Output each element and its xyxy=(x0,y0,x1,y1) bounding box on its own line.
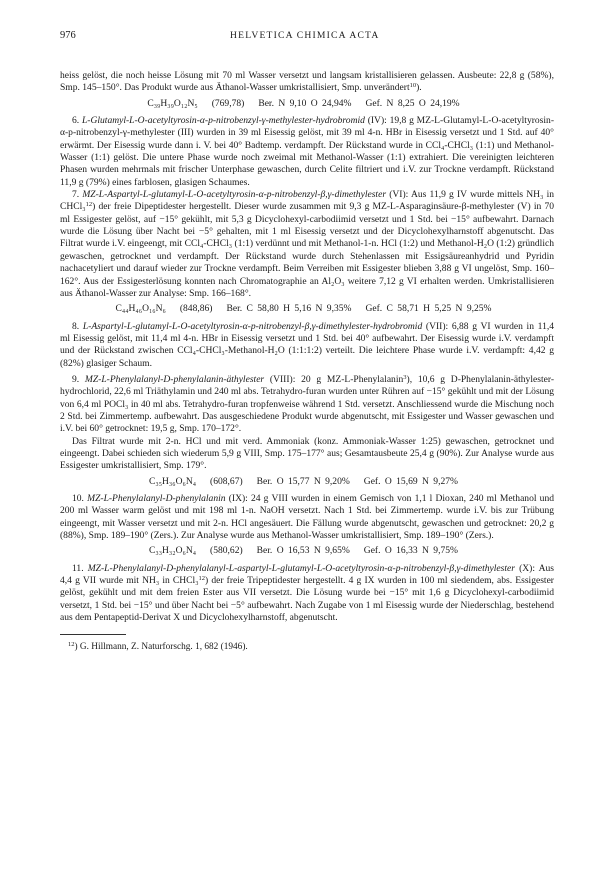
page-number: 976 xyxy=(60,30,76,41)
footnote-divider xyxy=(60,634,126,635)
analysis-1: C₃₉H₃₉O₁₂N₅ (769,78) Ber. N 9,10 O 24,94% Gef. N 8,25 O 24,19% xyxy=(147,97,460,109)
analysis-3: C₃₅H₃₆O₆N₄ (608,67) Ber. O 15,77 N 9,20% Gef. O 15,69 N 9,27% xyxy=(149,475,458,487)
footnote: $^{12}$) G. Hillmann, Z. Naturforschg. 1, 682 (1946). xyxy=(68,641,248,653)
paragraph-intro: heiss gelöst, die noch heisse Lösung mit 70 ml Wasser versetzt und langsam kristallisieren gelassen. Ausbeute: 22,8 g (58%), Smp. 145–150°. Das Produkt wurde aus Äthanol-Wasser umkristallisiert, Smp. unverändert$^{10}$). xyxy=(60,70,554,94)
journal-title: HELVETICA CHIMICA ACTA xyxy=(230,30,380,41)
body-text xyxy=(60,70,554,624)
section-11: 11. MZ-L-Phenylalanyl-D-phenylalanyl-L-aspartyl-L-glutamyl-L-O-acetyltyrosin-α-p-nitrobenzyl-β,γ-dimethylester (X): Aus 4,4 g VII wurde mit NH₃ in CHCl₃$^{12}$) der freie Tripeptidester hergestellt. 4 g IX wurden in 100 ml siedendem, abs. Essigester gelöst, gekühlt und mit dem freien Ester aus VII versetzt. Die Lösung wurde bei −15° mit 1,6 g Dicyclohexyl-carbodiimid versetzt, 1 Std. bei −15° und über Nacht bei −5° aufbewahrt. Nach Zugabe von 1 ml Eisessig wurde der Niederschlag, bestehend aus dem Pentapeptid-Derivat X und Dicyclohexylharnstoff, abgenutscht. xyxy=(60,562,554,624)
analysis-4: C₃₃H₃₂O₆N₄ (580,62) Ber. O 16,53 N 9,65% Gef. O 16,33 N 9,75% xyxy=(149,545,458,557)
section-6: 6. L-Glutamyl-L-O-acetyltyrosin-α-p-nitrobenzyl-γ-methylester-hydrobromid (IV): 19,8 g MZ-L-Glutamyl-L-O-acetyltyrosin-α-p-nitrobenzyl-γ-methylester (III) wurden in 39 ml Eisessig gelöst, mit 39 ml 4-n. HBr in Eisessig versetzt und 1 Std. auf 40° erwärmt. Der Eisessig wurde dann i. V. bei 40° Badtemp. verdampft. Der Rückstand wurde in CCl₄-CHCl₃ (1:1) und Methanol-Wasser (1:1) gelöst. Die untere Phase wurde noch zweimal mit Methanol-Wasser (1:1) extrahiert. Die vereinigten leichteren Phasen wurden mehrmals mit frischer Unterphase gewaschen, durch Celite filtriert und i.V. zur Trockne verdampft. Rückstand 11,9 g (79%) eines farblosen, glasigen Schaumes. xyxy=(60,115,555,188)
analysis-2: C₄₄H₄₆O₁₆N₆ (848,86) Ber. C 58,80 H 5,16 N 9,35% Gef. C 58,71 H 5,25 N 9,25% xyxy=(115,303,492,315)
page xyxy=(60,30,554,653)
section-8: 8. L-Aspartyl-L-glutamyl-L-O-acetyltyrosin-α-p-nitrobenzyl-β,γ-dimethylester-hydrobromid (VII): 6,88 g VI wurden in 11,4 ml Eisessig gelöst, mit 11,4 ml 4-n. HBr in Eisessig versetzt und 1 Std. bei 40° aufbewahrt. Der Eisessig wurde i.V. verdampft und der Rückstand zwischen CCl₄-CHCl₃-Methanol-H₂O (1:1:1:2) verteilt. Die leichtere Phase wurde i.V. verdampft: 4,42 g (82%) glasiger Schaum. xyxy=(60,320,555,369)
section-10: 10. MZ-L-Phenylalanyl-D-phenylalanin (IX): 24 g VIII wurden in einem Gemisch von 1,1 l Dioxan, 240 ml Methanol und 200 ml Wasser warm gelöst und mit 198 ml 1-n. NaOH versetzt. Nach 1 Std. bei Zimmertemp. wurde i.V. bis zur Trübung eingeengt, mit Wasser versetzt und mit 2-n. HCl angesäuert. Die Fällung wurde abgenutscht, gewaschen und getrocknet: 20,2 g (88%), Smp. 189–190° (Zers.). Zur Analyse wurde aus Methanol-Wasser umkristallisiert, Smp. 189–190° (Zers.). xyxy=(60,493,554,542)
section-9-continued: Das Filtrat wurde mit 2-n. HCl und mit verd. Ammoniak (konz. Ammoniak-Wasser 1:25) gewaschen, getrocknet und eingeengt. Dabei schieden sich wiederum 5,9 g VIII, Smp. 175–177° aus; Gesamtausbeute 25,4 g (90%). Zur Analyse wurde aus Essigester umkristallisiert, Smp. 179°. xyxy=(60,435,554,472)
section-7: 7. MZ-L-Aspartyl-L-glutamyl-L-O-acetyltyrosin-α-p-nitrobenzyl-β,γ-dimethylester (VI): Aus 11,9 g IV wurde mittels NH₃ in CHCl₃$^{12}$) der freie Dipeptidester hergestellt. Dieser wurde zusammen mit 9,3 g MZ-L-Asparaginsäure-β-methylester (V) in 70 ml Essigester gelöst, auf −15° gekühlt, mit 5,3 g Dicyclohexyl-carbodiimid versetzt und 1 Std. bei −15° aufbewahrt. Darnach wurde die Lösung über Nacht bei −5° gehalten, mit 1 ml Eisessig versetzt und der Dicyclohexylharnstoff abgenutscht. Das Filtrat wurde i.V. eingeengt, mit CCl₄-CHCl₃ (1:1) verdünnt und mit Methanol-1-n. HCl (1:2) und Methanol-H₂O (1:2) gründlich gewaschen, getrocknet und verdampft. Der Rückstand wurde durch Stehenlassen mit Essigsäureanhydrid und Pyridin nachacetyliert und darauf wieder zur Trockne verdampft. Beim Verreiben mit Essigester blieben 3,88 g VI ungelöst, Smp. 160–162°. Aus der Essigesterlösung konnten nach Chromatographie an Al₂O₃ weitere 7,12 g VI erhalten werden. Umkristallisieren aus Äthanol-Wasser zur Analyse: Smp. 166–168°. xyxy=(60,189,555,299)
section-9: 9. MZ-L-Phenylalanyl-D-phenylalanin-äthylester (VIII): 20 g MZ-L-Phenylalanin$^3$), 10,6 g D-Phenylalanin-äthylester-hydrochlorid, 22,6 ml Triäthylamin und 240 ml abs. Tetrahydro-furan wurden unter Rühren auf −15° gekühlt und mit der Lösung von 6,4 ml POCl₃ in 40 ml abs. Tetrahydro-furan tropfenweise während 1 Std. versetzt. Anschliessend wurde die Mischung noch 2 Std. bei Zimmertemp. aufbewahrt. Das ausgeschiedene Produkt wurde abgenutscht, mit Essigester und Wasser gewaschen und i.V. bei 60° getrocknet: 19,5 g, Smp. 170–172°. xyxy=(60,373,554,435)
page-header xyxy=(60,30,554,70)
